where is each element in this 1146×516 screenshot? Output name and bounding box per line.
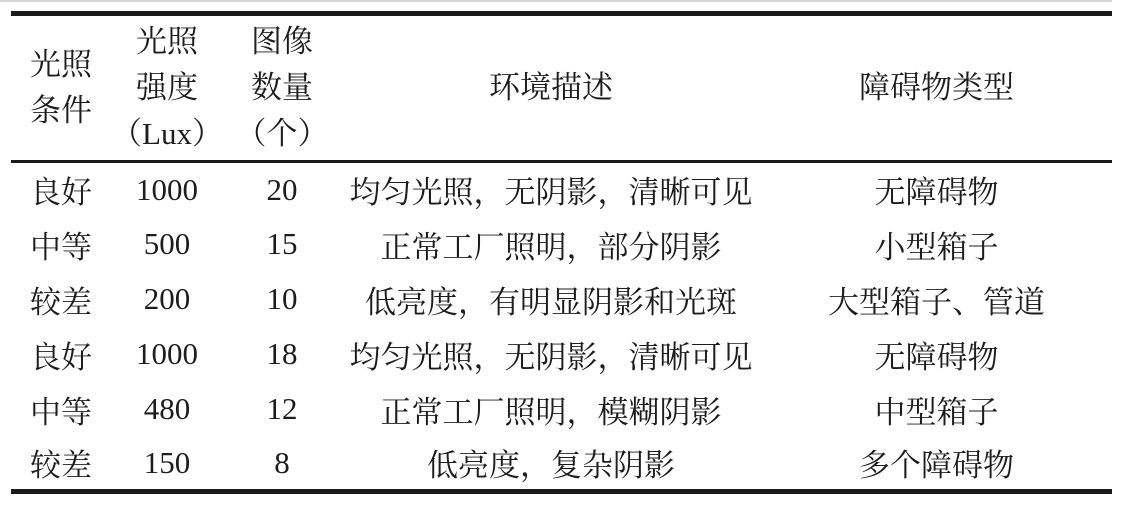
cell-environment-description: 正常工厂照明，模糊阴影 [380,394,722,430]
cell-image-count: 15 [266,226,298,261]
cell-light-intensity: 500 [143,226,191,261]
table-header-row [11,14,1112,162]
table-row [11,437,1112,492]
column-header-line: 光照 [136,24,198,59]
column-header-line: 光照 [30,47,92,82]
cell-image-count: 8 [274,444,290,480]
cell-image-count: 12 [266,391,298,426]
cell-light-intensity: 1000 [136,171,198,207]
cell-image-count: 20 [266,171,298,207]
table-row [11,217,1112,272]
lighting-conditions-table [11,11,1112,494]
cell-image-count: 10 [266,281,298,316]
column-header-line: （个） [235,116,329,151]
scan-artifact-line [0,0,1112,2]
cell-obstacle-type: 多个障碍物 [859,448,1014,484]
column-header-line: 图像 [251,24,313,59]
column-header-line: 环境描述 [489,70,613,105]
cell-environment-description: 低亮度，有明显阴影和光斑 [365,284,737,320]
cell-lighting-condition: 较差 [30,448,92,484]
table-row [11,162,1112,217]
column-header-line: 数量 [251,70,313,105]
cell-obstacle-type: 中型箱子 [874,394,999,430]
column-header-line: 障碍物类型 [859,70,1014,105]
cell-lighting-condition: 中等 [30,229,92,265]
table-body [11,162,1112,492]
column-header-image-count [223,14,341,162]
cell-obstacle-type: 大型箱子、管道 [828,284,1045,320]
table-header [11,14,1112,162]
table-row [11,327,1112,382]
cell-lighting-condition: 良好 [30,339,92,375]
column-header-light-intensity [111,14,223,162]
cell-obstacle-type: 无障碍物 [874,175,999,211]
column-header-line: 条件 [30,93,92,128]
cell-light-intensity: 200 [143,281,191,316]
column-header-line: （Lux） [111,116,223,151]
table-row [11,382,1112,437]
cell-obstacle-type: 小型箱子 [874,229,999,265]
cell-light-intensity: 480 [143,391,191,426]
cell-image-count: 18 [266,336,298,371]
column-header-line: 强度 [136,70,198,105]
cell-environment-description: 低亮度，复杂阴影 [427,448,675,484]
column-header-obstacle-type [761,14,1112,162]
column-header-lighting-condition [11,14,111,162]
cell-lighting-condition: 中等 [30,394,92,430]
cell-lighting-condition: 较差 [30,284,92,320]
cell-light-intensity: 1000 [136,336,198,371]
column-header-environment-description [341,14,761,162]
cell-lighting-condition: 良好 [30,175,92,211]
cell-light-intensity: 150 [143,444,191,480]
cell-environment-description: 正常工厂照明，部分阴影 [380,229,722,265]
table-row [11,272,1112,327]
cell-obstacle-type: 无障碍物 [874,339,999,375]
cell-environment-description: 均匀光照，无阴影，清晰可见 [349,339,753,375]
cell-environment-description: 均匀光照，无阴影，清晰可见 [349,175,753,211]
